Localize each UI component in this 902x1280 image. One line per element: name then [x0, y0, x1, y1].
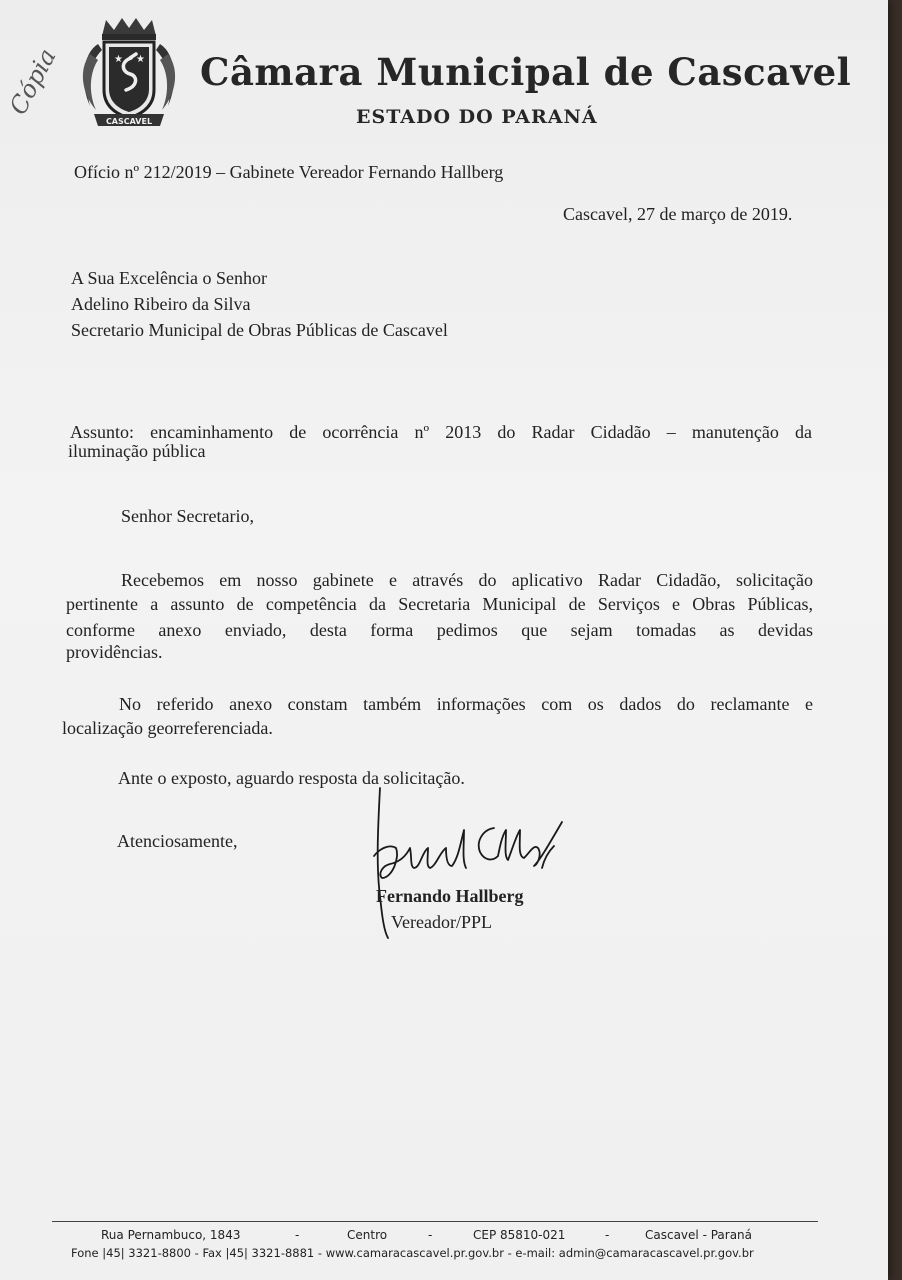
crest-label: CASCAVEL — [105, 117, 153, 126]
footer-separator: - — [295, 1228, 300, 1242]
letter-date: Cascavel, 27 de março de 2019. — [563, 204, 793, 224]
body-line: No referido anexo constam também informações com os dados do reclamante e — [119, 694, 813, 714]
subject-line: Assunto: encaminhamento de ocorrência nº 2013 do Radar Cidadão – manutenção da — [70, 422, 812, 442]
body-line: providências. — [66, 642, 163, 662]
subject-line: iluminação pública — [68, 441, 206, 461]
recipient-line: Adelino Ribeiro da Silva — [71, 294, 251, 314]
signer-title: Vereador/PPL — [391, 912, 492, 932]
recipient-line: A Sua Excelência o Senhor — [71, 268, 267, 288]
handwritten-copy-note: Cópia — [4, 44, 62, 120]
institution-subtitle: ESTADO DO PARANÁ — [356, 106, 598, 128]
svg-text:★: ★ — [114, 54, 123, 65]
city-crest-logo — [76, 14, 182, 132]
footer-separator: - — [605, 1228, 610, 1242]
footer-city: Cascavel - Paraná — [645, 1228, 753, 1242]
footer-contact: Fone |45| 3321-8800 - Fax |45| 3321-8881 - www.camaracascavel.pr.gov.br - e-mail: admin@camaracascavel.pr.gov.br — [71, 1246, 754, 1260]
body-line: Ante o exposto, aguardo resposta da solicitação. — [118, 768, 465, 788]
svg-text:★: ★ — [136, 54, 145, 65]
footer-separator: - — [428, 1228, 433, 1242]
salutation: Senhor Secretario, — [121, 506, 254, 526]
recipient-line: Secretario Municipal de Obras Públicas de Cascavel — [71, 320, 448, 340]
footer-cep: CEP 85810-021 — [473, 1228, 566, 1242]
footer-address: Rua Pernambuco, 1843 — [101, 1228, 241, 1242]
closing: Atenciosamente, — [117, 831, 238, 851]
footer-divider — [52, 1221, 818, 1222]
signer-name: Fernando Hallberg — [376, 886, 524, 906]
letter-reference: Ofício nº 212/2019 – Gabinete Vereador Fernando Hallberg — [74, 162, 504, 182]
body-line: Recebemos em nosso gabinete e através do aplicativo Radar Cidadão, solicitação — [121, 570, 813, 590]
body-line: pertinente a assunto de competência da Secretaria Municipal de Serviços e Obras Públicas, — [66, 594, 813, 614]
body-line: conforme anexo enviado, desta forma pedimos que sejam tomadas as devidas — [66, 620, 813, 640]
body-line: localização georreferenciada. — [62, 718, 273, 738]
institution-title: Câmara Municipal de Cascavel — [200, 50, 852, 94]
footer-district: Centro — [347, 1228, 388, 1242]
